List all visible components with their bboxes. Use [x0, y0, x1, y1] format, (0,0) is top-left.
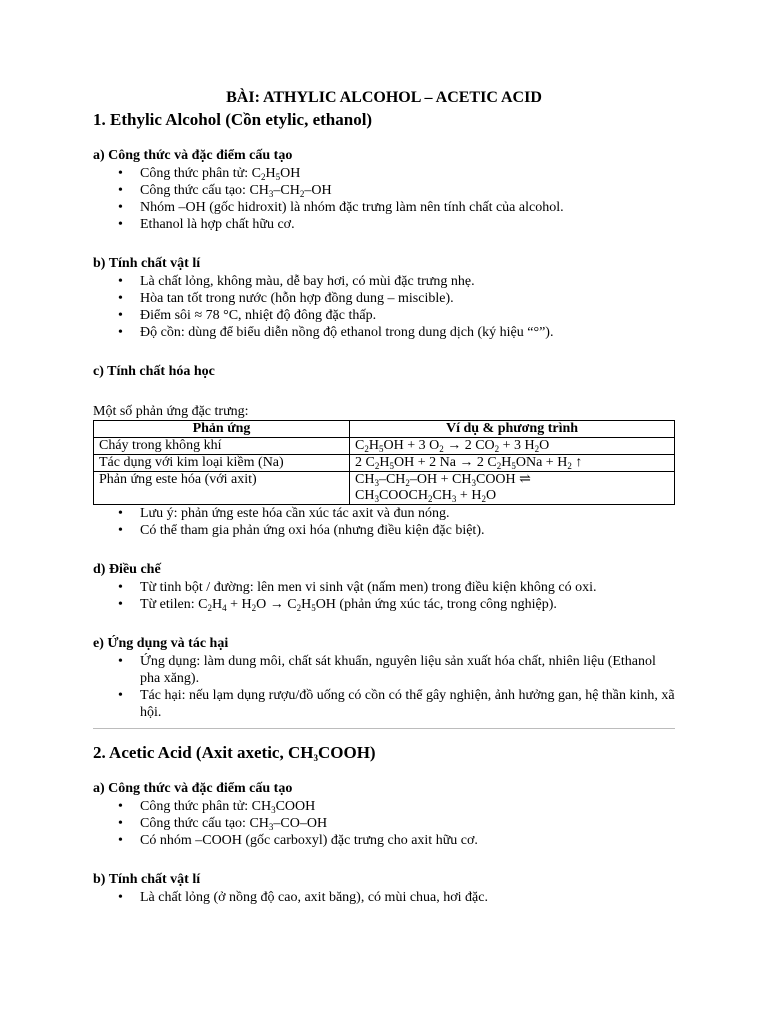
table-cell: $CH_3-CH_2-OH$ + $CH_3COOH$ ⇌ $CH_3COOCH_2CH_3 + H_2O$	[350, 472, 675, 505]
list-item: • Độ cồn: dùng để biểu diễn nồng độ ethanol trong dung dịch (ký hiệu “°”).	[140, 324, 675, 341]
section-2a-heading: a) Công thức và đặc điểm cấu tạo	[93, 781, 293, 796]
list-item: • Là chất lỏng (ở nồng độ cao, axit băng), có mùi chua, hơi đặc.	[140, 889, 675, 906]
table-cell: Tác dụng với kim loại kiềm (Na)	[94, 455, 350, 472]
section-2b-list	[93, 889, 675, 906]
section-1e-list	[93, 653, 675, 721]
list-item: • Nhóm –OH (gốc hidroxit) là nhóm đặc trưng làm nên tính chất của alcohol.	[140, 199, 675, 216]
list-item: • Từ etilen: $C_2H_4 + H_2O \to C_2H_5OH$ (phản ứng xúc tác, trong công nghiệp).	[140, 596, 675, 613]
section-1b-heading: b) Tính chất vật lí	[93, 256, 201, 271]
table-header-cell: Ví dụ & phương trình	[350, 421, 675, 438]
section-1e-heading: e) Ứng dụng và tác hại	[93, 636, 229, 651]
section-2a-list	[93, 798, 675, 849]
section-1d-list	[93, 579, 675, 613]
list-item: • Ethanol là hợp chất hữu cơ.	[140, 216, 675, 233]
section-1a-list	[93, 165, 675, 233]
list-item: • Công thức phân tử: $C_2H_5OH$	[140, 165, 675, 182]
reaction-notes-list	[93, 505, 675, 539]
list-item: • Là chất lỏng, không màu, dễ bay hơi, có mùi đặc trưng nhẹ.	[140, 273, 675, 290]
list-item: • Điểm sôi ≈ 78 °C, nhiệt độ đông đặc thấp.	[140, 307, 675, 324]
list-item: • Ứng dụng: làm dung môi, chất sát khuẩn, nguyên liệu sản xuất hóa chất, nhiên liệu (Ethanol pha xăng).	[140, 653, 675, 687]
reactions-intro: Một số phản ứng đặc trưng:	[93, 404, 249, 419]
list-item: • Lưu ý: phản ứng este hóa cần xúc tác axit và đun nóng.	[140, 505, 675, 522]
reactions-table	[93, 420, 675, 505]
table-cell: Phản ứng este hóa (với axit)	[94, 472, 350, 505]
list-item: • Công thức cấu tạo: $CH_3-CH_2-OH$	[140, 182, 675, 199]
section-2b-heading: b) Tính chất vật lí	[93, 872, 201, 887]
section-1-heading: 1. Ethylic Alcohol (Cồn etylic, ethanol)	[93, 110, 373, 129]
table-cell: 2 $C_2H_5OH + 2$ Na → 2 $C_2H_5ONa + H_2$ ↑	[350, 455, 675, 472]
table-row	[94, 438, 675, 455]
table-cell: $C_2H_5OH + 3$ $O_2 \to 2$ $CO_2 + 3$ $H_2O$	[350, 438, 675, 455]
list-item: • Có nhóm –COOH (gốc carboxyl) đặc trưng cho axit hữu cơ.	[140, 832, 675, 849]
table-header-row	[94, 421, 675, 438]
list-item: • Có thể tham gia phản ứng oxi hóa (nhưng điều kiện đặc biệt).	[140, 522, 675, 539]
table-cell: Cháy trong không khí	[94, 438, 350, 455]
table-row	[94, 472, 675, 505]
table-row	[94, 455, 675, 472]
section-1d-heading: d) Điều chế	[93, 562, 161, 577]
table-header-cell: Phản ứng	[94, 421, 350, 438]
section-1a-heading: a) Công thức và đặc điểm cấu tạo	[93, 148, 293, 163]
section-1c-heading: c) Tính chất hóa học	[93, 364, 215, 379]
list-item: • Hòa tan tốt trong nước (hỗn hợp đồng dung – miscible).	[140, 290, 675, 307]
section-1b-list	[93, 273, 675, 341]
document-title: BÀI: ATHYLIC ALCOHOL – ACETIC ACID	[226, 89, 542, 106]
section-2-heading: 2. Acetic Acid (Axit axetic, $CH_3COOH$)	[93, 743, 376, 763]
list-item: • Công thức cấu tạo: $CH_3-CO-OH$	[140, 815, 675, 832]
list-item: • Từ tinh bột / đường: lên men vi sinh vật (nấm men) trong điều kiện không có oxi.	[140, 579, 675, 596]
list-item: • Công thức phân tử: $CH_3COOH$	[140, 798, 675, 815]
list-item: • Tác hại: nếu lạm dụng rượu/đồ uống có cồn có thể gây nghiện, ảnh hưởng gan, hệ thần kinh, xã hội.	[140, 687, 675, 721]
